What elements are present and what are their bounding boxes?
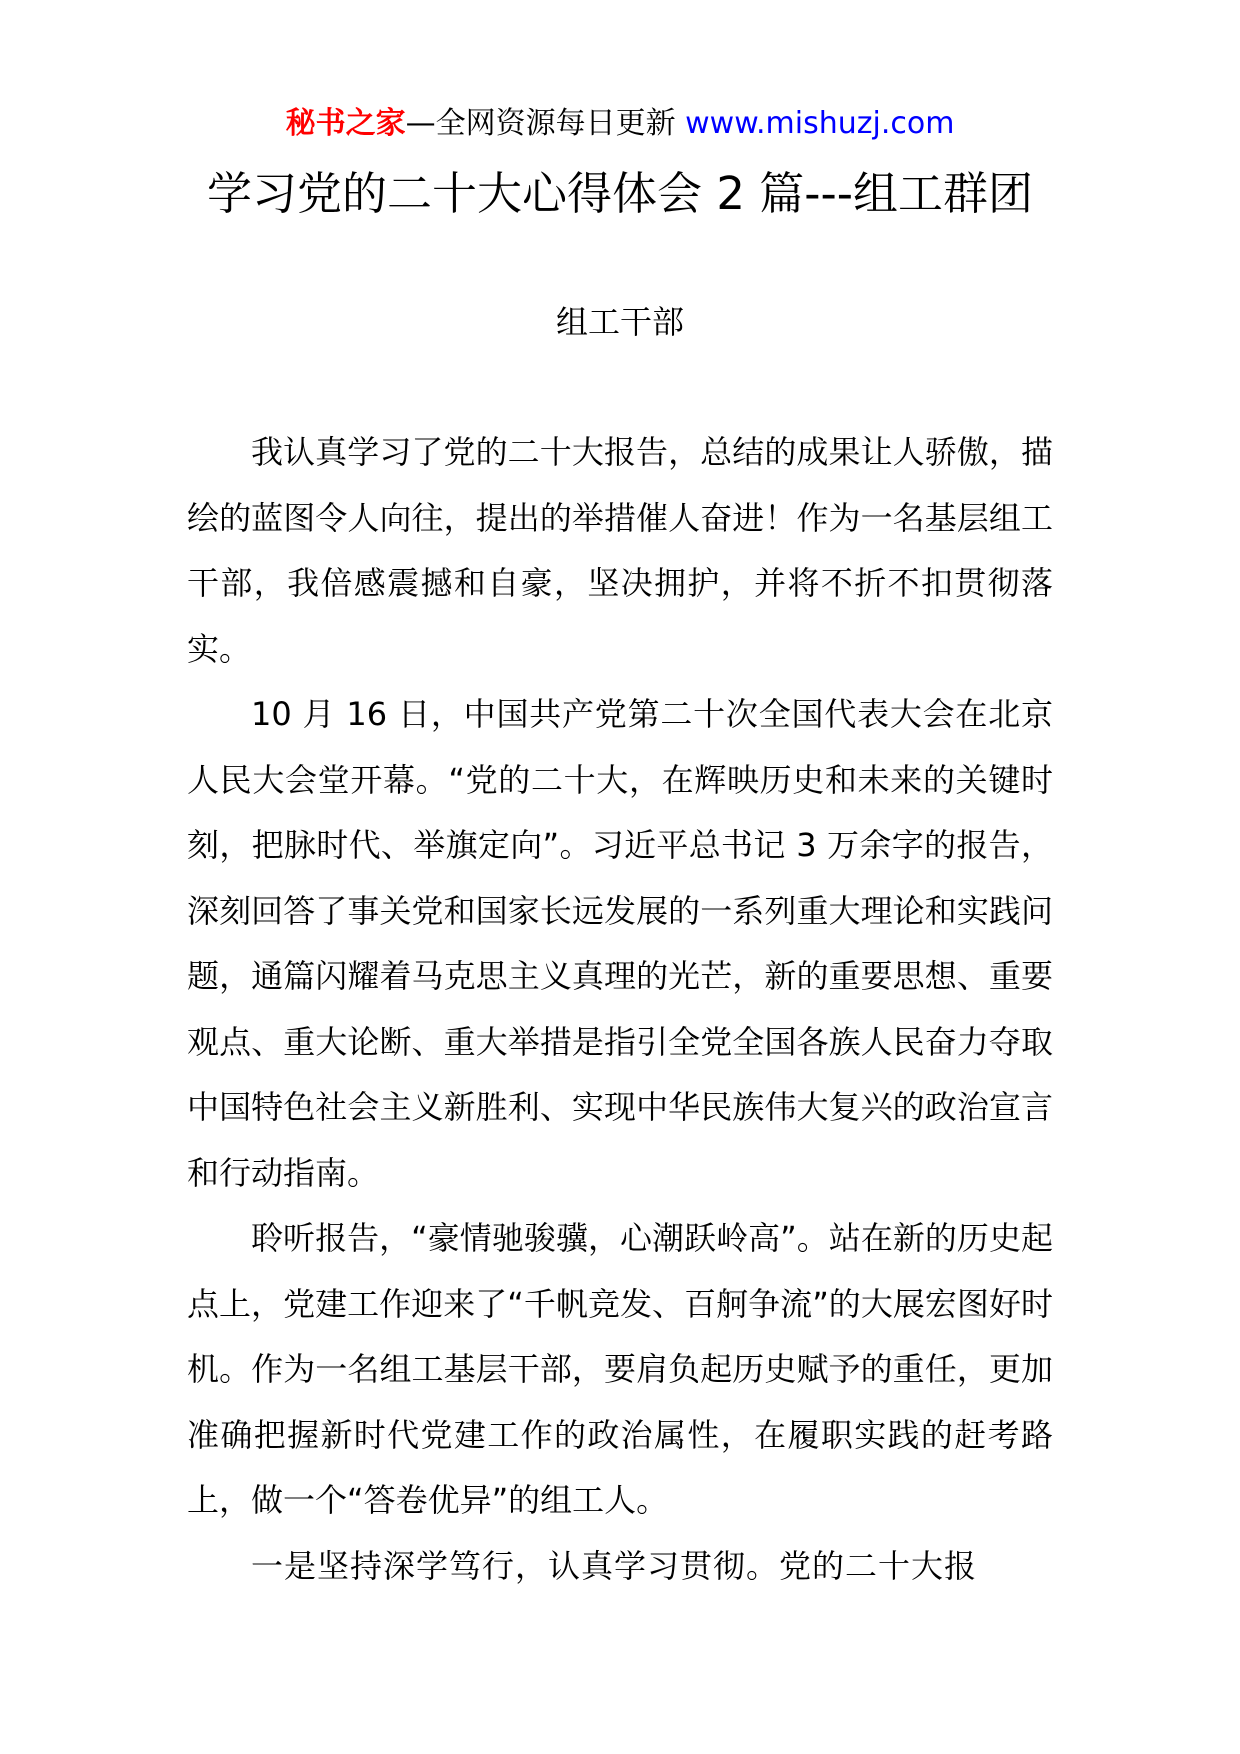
site-header xyxy=(0,100,1240,148)
body-paragraph: 10 月 16 日，中国共产党第二十次全国代表大会在北京人民大会堂开幕。“党的二十大，在辉映历史和未来的关键时刻，把脉时代、举旗定向”。习近平总书记 3 万余字的报告，深刻回答了事关党和国家长远发展的一系列重大理论和实践问题，通篇闪耀着马克思主义真理的光芒，新的重要思想、重要观点、重大论断、重大举措是指引全党全国各族人民奋力夺取中国特色社会主义新胜利、实现中华民族伟大复兴的政治宣言和行动指南。 xyxy=(187,695,1053,1192)
body-paragraph: 聆听报告，“豪情驰骏骥，心潮跃岭高”。站在新的历史起点上，党建工作迎来了“千帆竞发、百舸争流”的大展宏图好时机。作为一名组工基层干部，要肩负起历史赋予的重任，更加准确把握新时代党建工作的政治属性，在履职实践的赶考路上，做一个“答卷优异”的组工人。 xyxy=(187,1219,1053,1519)
document-author: 组工干部 xyxy=(555,303,684,341)
site-brand: 秘书之家 xyxy=(285,106,406,141)
document-title: 学习党的二十大心得体会 2 篇---组工群团 xyxy=(207,167,1033,220)
document-body xyxy=(187,420,1053,1599)
site-tagline: —全网资源每日更新 xyxy=(405,106,676,141)
site-url-link[interactable]: www.mishuzj.com xyxy=(685,106,955,141)
body-paragraph: 一是坚持深学笃行，认真学习贯彻。党的二十大报 xyxy=(251,1546,978,1585)
body-paragraph: 我认真学习了党的二十大报告，总结的成果让人骄傲，描绘的蓝图令人向往，提出的举措催人奋进！作为一名基层组工干部，我倍感震撼和自豪，坚决拥护，并将不折不扣贯彻落实。 xyxy=(187,433,1053,668)
